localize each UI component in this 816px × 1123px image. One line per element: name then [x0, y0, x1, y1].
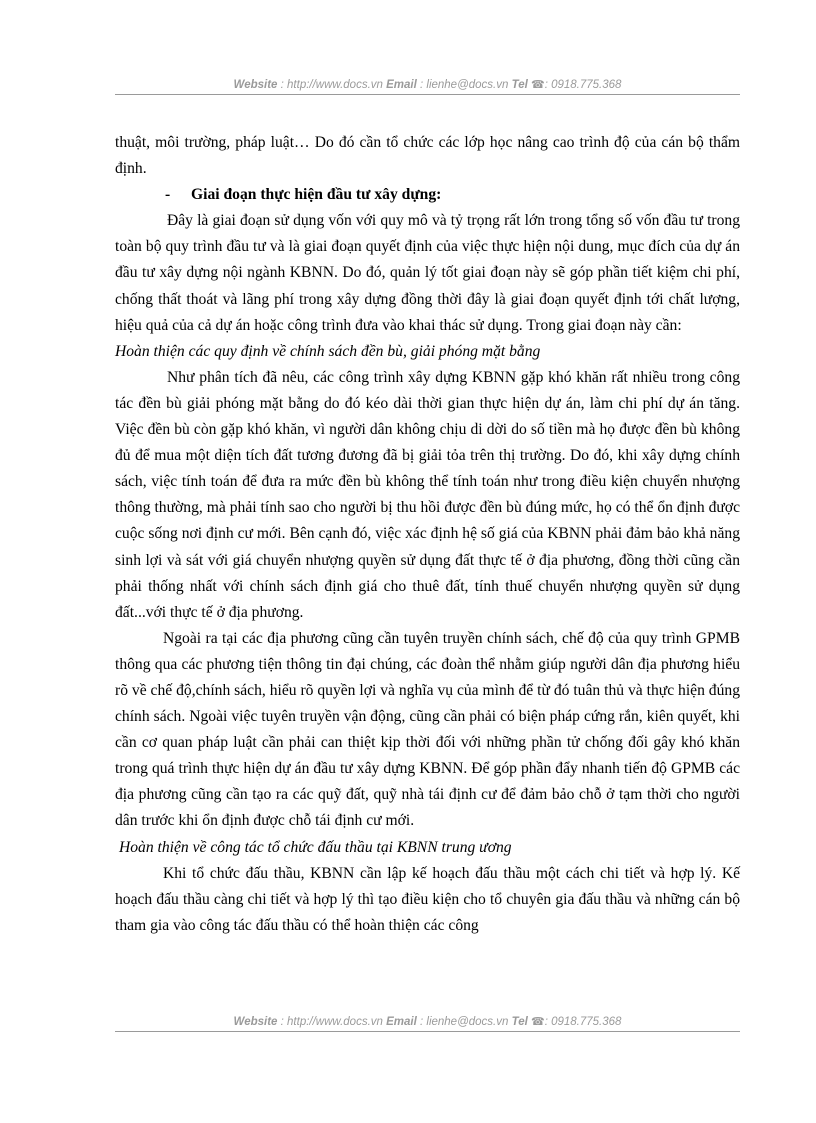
- subheading-1: Hoàn thiện các quy định về chính sách đền bù, giải phóng mặt bằng: [115, 342, 541, 360]
- bullet-dash: -: [165, 186, 171, 204]
- header-email-label: Email: [386, 79, 417, 91]
- paragraph-3: Như phân tích đã nêu, các công trình xây dựng KBNN gặp khó khăn rất nhiều trong công tác đền bù giải phóng mặt bằng do đó kéo dài thời gian thực hiện dự án, làm chi phí dự án tăng. Việc đền bù còn gặp khó khăn, vì người dân không chịu di dời do số tiền mà họ được đền bù không đủ để mua một diện tích đất tương đương đã bị giải tỏa trên thị trường. Do đó, khi xây dựng chính sách, việc tính toán để đưa ra mức đền bù không thể tính toán như trong điều kiện chuyển nhượng thông thường, mà phải tính sao cho người bị thu hồi được đền bù đúng mức, họ có thể ổn định được cuộc sống nơi định cư mới. Bên cạnh đó, việc xác định hệ số giá của KBNN phải đảm bảo khả năng sinh lợi và sát với giá chuyển nhượng quyền sử dụng đất thực tế ở địa phương, đồng thời cũng cần phải thống nhất với chính sách định giá cho thuê đất, tính thuế chuyển nhượng quyền sử dụng đất...với thực tế ở địa phương.: [115, 368, 740, 621]
- document-body: [115, 130, 740, 939]
- footer-tel-value: : 0918.775.368: [544, 1016, 622, 1028]
- paragraph-1: thuật, môi trường, pháp luật… Do đó cần tổ chức các lớp học nâng cao trình độ của cán bộ thẩm định.: [115, 134, 740, 178]
- section-heading-text: Giai đoạn thực hiện đầu tư xây dựng:: [191, 186, 442, 204]
- page-footer: [115, 1015, 740, 1032]
- footer-tel-label: Tel: [511, 1016, 528, 1028]
- header-tel-label: Tel: [511, 79, 528, 91]
- page-header: [115, 78, 740, 95]
- footer-website-label: Website: [233, 1016, 278, 1028]
- subheading-2: Hoàn thiện về công tác tổ chức đấu thầu tại KBNN trung ương: [119, 838, 512, 856]
- section-heading: [115, 182, 740, 208]
- header-website-link[interactable]: : http://www.docs.vn: [280, 79, 383, 91]
- header-tel-value: : 0918.775.368: [544, 79, 622, 91]
- phone-icon: ☎: [531, 79, 545, 91]
- footer-email-label: Email: [386, 1016, 417, 1028]
- paragraph-5: Khi tổ chức đấu thầu, KBNN cần lập kế hoạch đấu thầu một cách chi tiết và hợp lý. Kế hoạch đấu thầu càng chi tiết và hợp lý thì tạo điều kiện cho tổ chuyên gia đấu thầu và những cán bộ tham gia vào công tác đấu thầu có thể hoàn thiện các công: [115, 864, 740, 934]
- paragraph-2: Đây là giai đoạn sử dụng vốn với quy mô và tỷ trọng rất lớn trong tổng số vốn đầu tư trong toàn bộ quy trình đầu tư và là giai đoạn quyết định của việc thực hiện nội dung, mục đích của dự án đầu tư xây dựng nội ngành KBNN. Do đó, quản lý tốt giai đoạn này sẽ góp phần tiết kiệm chi phí, chống thất thoát và lãng phí trong xây dựng đồng thời đây là giai đoạn quyết định tới chất lượng, hiệu quả của cả dự án hoặc công trình đưa vào khai thác sử dụng. Trong giai đoạn này cần:: [115, 212, 740, 334]
- paragraph-4: Ngoài ra tại các địa phương cũng cần tuyên truyền chính sách, chế độ của quy trình GPMB thông qua các phương tiện thông tin đại chúng, các đoàn thể nhằm giúp người dân địa phương hiểu rõ về chế độ,chính sách, hiểu rõ quyền lợi và nghĩa vụ của mình để từ đó tuân thủ và thực hiện đúng chính sách. Ngoài việc tuyên truyền vận động, cũng cần phải có biện pháp cứng rắn, kiên quyết, khi cần cơ quan pháp luật cần phải can thiệt kịp thời đối với những phần tử chống đối gây khó khăn trong quá trình thực hiện dự án đầu tư xây dựng KBNN. Để góp phần đẩy nhanh tiến độ GPMB các địa phương cũng cần tạo ra các quỹ đất, quỹ nhà tái định cư để đảm bảo chỗ ở tạm thời cho người dân trước khi ổn định được chỗ tái định cư mới.: [115, 629, 740, 830]
- phone-icon: ☎: [531, 1016, 545, 1028]
- footer-website-link[interactable]: : http://www.docs.vn: [280, 1016, 383, 1028]
- header-website-label: Website: [233, 79, 278, 91]
- footer-email-link[interactable]: : lienhe@docs.vn: [420, 1016, 509, 1028]
- header-email-link[interactable]: : lienhe@docs.vn: [420, 79, 509, 91]
